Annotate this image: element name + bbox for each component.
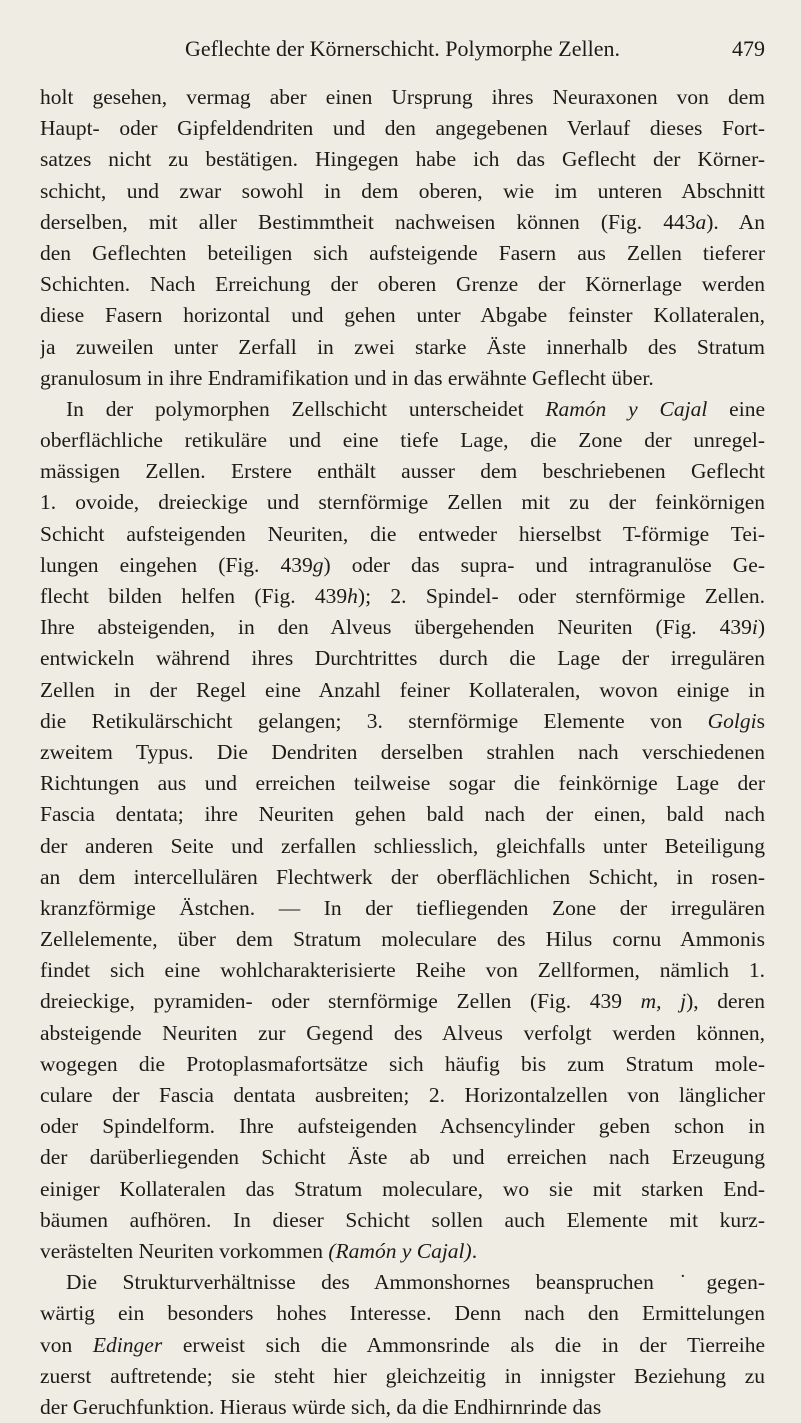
- text-span: Zellelemente, über dem Stratum moleculare des Hilus cornu Ammonis: [40, 927, 765, 952]
- text-line: [40, 955, 765, 986]
- text-line: [40, 176, 765, 207]
- text-line: [40, 82, 765, 113]
- running-head: Geflechte der Körnerschicht. Polymorphe Zellen.: [185, 36, 620, 61]
- text-span: von: [40, 1332, 93, 1357]
- text-span: Fascia dentata; ihre Neuriten gehen bald nach der einen, bald nach: [40, 802, 765, 827]
- text-line: [40, 831, 765, 862]
- text-span: den Geflechten beteiligen sich aufsteigende Fasern aus Zellen tieferer: [40, 240, 765, 265]
- text-line: [40, 238, 765, 269]
- italic-text: i: [751, 615, 758, 640]
- text-line: [40, 581, 765, 612]
- text-span: verästelten Neuriten vorkommen: [40, 1238, 329, 1263]
- text-span: satzes nicht zu bestätigen. Hingegen habe ich das Geflecht der Körner-: [40, 147, 765, 172]
- text-line: [40, 1018, 765, 1049]
- text-span: entwickeln während ihres Durchtrittes durch die Lage der irregulären: [40, 646, 765, 671]
- text-line: [40, 799, 765, 830]
- text-span: derselben, mit aller Bestimmtheit nachweisen können (Fig. 443: [40, 209, 696, 234]
- italic-text: h: [347, 584, 358, 608]
- text-line: [40, 550, 765, 581]
- text-line: [40, 924, 765, 955]
- text-span: erweist sich die Ammonsrinde als die in der Tierreihe: [162, 1332, 765, 1357]
- text-span: an dem intercellulären Flechtwerk der oberflächlichen Schicht, in rosen-: [40, 864, 765, 889]
- text-span: ), deren: [686, 989, 765, 1014]
- text-span: Schicht aufsteigenden Neuriten, die entweder hierselbst T-förmige Tei-: [40, 521, 765, 546]
- text-line: [40, 1330, 765, 1361]
- text-span: Ihre absteigenden, in den Alveus übergehenden Neuriten (Fig. 439: [40, 615, 752, 640]
- text-line: [40, 363, 765, 394]
- text-span: Richtungen aus und erreichen teilweise sogar die feinkörnige Lage der: [40, 771, 765, 796]
- text-line: [40, 456, 765, 487]
- text-span: oberflächliche retikuläre und eine tiefe Lage, die Zone der unregel-: [40, 428, 765, 453]
- text-line: [40, 1142, 765, 1173]
- text-span: ja zuweilen unter Zerfall in zwei starke Äste innerhalb des Stratum: [40, 334, 765, 359]
- text-line: [40, 1080, 765, 1111]
- body-text: [40, 82, 765, 1423]
- text-span: .: [471, 1238, 478, 1263]
- page-header: [40, 36, 765, 68]
- text-span: bäumen aufhören. In dieser Schicht sollen auch Elemente mit kurz-: [40, 1207, 765, 1232]
- italic-text: (Ramón y Cajal): [328, 1238, 472, 1263]
- text-span: flecht bilden helfen (Fig. 439: [40, 584, 348, 608]
- text-span: Zellen in der Regel eine Anzahl feiner Kollateralen, wovon einige in: [40, 677, 765, 702]
- page-number: 479: [732, 36, 765, 61]
- text-line: [40, 862, 765, 893]
- text-span: In der polymorphen Zellschicht unterscheidet: [66, 396, 546, 421]
- text-line: [40, 1174, 765, 1205]
- text-span: absteigende Neuriten zur Gegend des Alveus verfolgt werden können,: [40, 1020, 765, 1045]
- text-line: [40, 207, 765, 238]
- text-span: zuerst auftretende; sie steht hier gleichzeitig in innigster Beziehung zu: [40, 1363, 765, 1388]
- text-line: [40, 1111, 765, 1142]
- text-span: diese Fasern horizontal und gehen unter Abgabe feinster Kollateralen,: [40, 303, 765, 328]
- text-line: [40, 300, 765, 331]
- text-line: [40, 332, 765, 363]
- text-line: [40, 1049, 765, 1080]
- text-span: oder Spindelform. Ihre aufsteigenden Achsencylinder geben schon in: [40, 1114, 765, 1139]
- text-span: kranzförmige Ästchen. — In der tiefliegenden Zone der irregulären: [40, 895, 765, 920]
- text-span: die Retikulärschicht gelangen; 3. sternförmige Elemente von: [40, 708, 708, 733]
- text-span: wärtig ein besonders hohes Interesse. Denn nach den Ermittelungen: [40, 1301, 765, 1326]
- text-span: zweitem Typus. Die Dendriten derselben strahlen nach verschiedenen: [40, 739, 765, 764]
- text-line: [40, 144, 765, 175]
- italic-text: a: [695, 209, 707, 234]
- text-line: [40, 768, 765, 799]
- text-line: [40, 1361, 765, 1392]
- text-span: der anderen Seite und zerfallen schliesslich, gleichfalls unter Beteiligung: [40, 833, 765, 858]
- italic-text: Edinger: [92, 1332, 163, 1357]
- text-line: [40, 986, 765, 1017]
- text-span: Die Strukturverhältnisse des Ammonshornes beanspruchen ˙gegen-: [66, 1270, 765, 1295]
- italic-text: m, j: [640, 989, 687, 1014]
- text-span: ) oder das supra- und intragranulöse Ge-: [323, 552, 765, 577]
- text-span: mässigen Zellen. Erstere enthält ausser dem beschriebenen Geflecht: [40, 459, 765, 484]
- text-line: [40, 737, 765, 768]
- text-line: [40, 1236, 765, 1267]
- text-line: [40, 1205, 765, 1236]
- text-span: findet sich eine wohlcharakterisierte Reihe von Zellformen, nämlich 1.: [40, 958, 765, 983]
- italic-text: Ramón y Cajal: [545, 396, 708, 421]
- text-span: ): [757, 615, 765, 640]
- text-line: [40, 1298, 765, 1329]
- text-span: einiger Kollateralen das Stratum moleculare, wo sie mit starken End-: [40, 1176, 765, 1201]
- text-span: holt gesehen, vermag aber einen Ursprung ihres Neuraxonen von dem: [40, 85, 765, 109]
- text-span: 1. ovoide, dreieckige und sternförmige Zellen mit zu der feinkörnigen: [40, 490, 765, 515]
- italic-text: g: [312, 552, 324, 577]
- text-line: [40, 675, 765, 706]
- text-line: [40, 1392, 765, 1423]
- text-line: [40, 893, 765, 924]
- text-line: [40, 269, 765, 300]
- text-span: Haupt- oder Gipfeldendriten und den angegebenen Verlauf dieses Fort-: [40, 116, 765, 141]
- text-span: culare der Fascia dentata ausbreiten; 2. Horizontalzellen von länglicher: [40, 1083, 765, 1107]
- text-span: s: [756, 708, 765, 733]
- text-span: lungen eingehen (Fig. 439: [40, 552, 313, 577]
- text-span: granulosum in ihre Endramifikation und in das erwähnte Geflecht über.: [40, 365, 654, 390]
- text-line: [40, 643, 765, 674]
- text-span: dreieckige, pyramiden- oder sternförmige Zellen (Fig. 439: [40, 989, 641, 1014]
- text-line: [40, 519, 765, 550]
- text-span: schicht, und zwar sowohl in dem oberen, wie im unteren Abschnitt: [40, 178, 765, 203]
- text-line: [40, 425, 765, 456]
- text-span: eine: [707, 396, 765, 421]
- text-span: der Geruchfunktion. Hieraus würde sich, da die Endhirnrinde das: [40, 1394, 602, 1419]
- text-line: [40, 394, 765, 425]
- text-span: wogegen die Protoplasmafortsätze sich häufig bis zum Stratum mole-: [40, 1051, 765, 1076]
- text-span: ). An: [706, 209, 765, 234]
- text-line: [40, 487, 765, 518]
- italic-text: Golgi: [707, 708, 757, 733]
- text-line: [40, 612, 765, 643]
- text-line: [40, 706, 765, 737]
- text-line: [40, 113, 765, 144]
- text-span: Schichten. Nach Erreichung der oberen Grenze der Körnerlage werden: [40, 272, 765, 297]
- text-span: ); 2. Spindel- oder sternförmige Zellen.: [357, 584, 765, 608]
- text-span: der darüberliegenden Schicht Äste ab und erreichen nach Erzeugung: [40, 1145, 765, 1170]
